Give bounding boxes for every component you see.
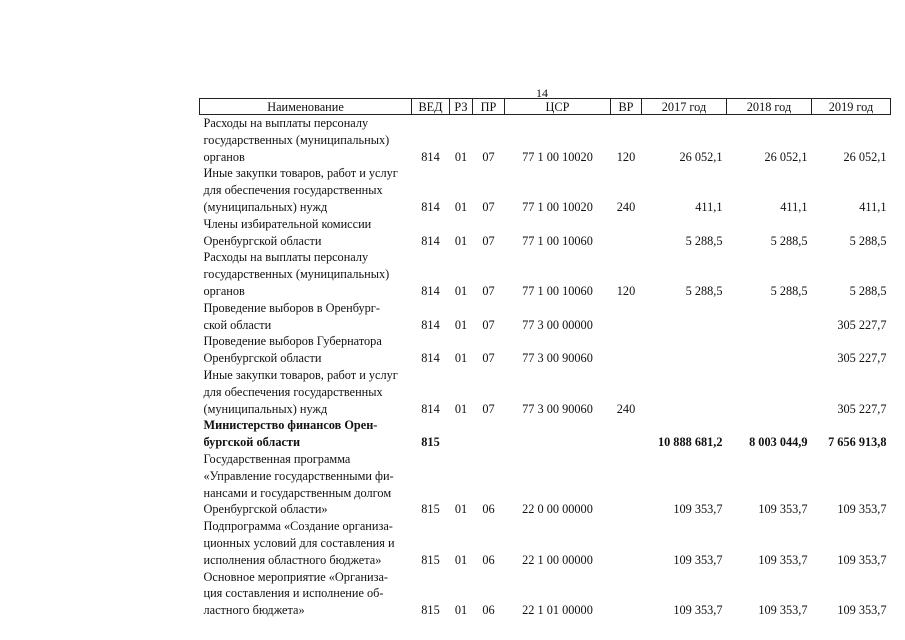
cell-ved: 814 xyxy=(421,199,440,214)
cell-vr xyxy=(611,216,642,250)
cell-csr: 77 1 00 10020 xyxy=(522,149,593,164)
name-line: Оренбургской области xyxy=(203,351,322,366)
name-line: Оренбургской области xyxy=(203,233,322,248)
cell-2019: 5 288,5 xyxy=(849,283,887,298)
cell-name xyxy=(200,569,412,619)
header-2018: 2018 год xyxy=(727,99,812,115)
name-line: (муниципальных) нужд xyxy=(203,199,328,214)
name-line: Проведение выборов Губернатора xyxy=(203,334,382,349)
cell-pr: 07 xyxy=(482,401,495,416)
table-row xyxy=(200,367,891,417)
cell-vr xyxy=(611,300,642,334)
cell-pr: 06 xyxy=(482,502,495,517)
cell-csr: 22 1 01 00000 xyxy=(522,603,593,618)
name-line: исполнения областного бюджета» xyxy=(203,552,382,567)
cell-pr xyxy=(473,417,505,451)
cell-name xyxy=(200,216,412,250)
cell-rz: 01 xyxy=(454,351,468,366)
table-row xyxy=(200,165,891,215)
cell-name xyxy=(200,165,412,215)
cell-rz: 01 xyxy=(454,401,468,416)
cell-pr: 06 xyxy=(482,552,495,567)
name-line: ция составления и исполнение об- xyxy=(203,586,384,601)
page-number: 14 xyxy=(536,86,548,100)
name-line: Министерство финансов Орен- xyxy=(203,418,378,433)
header-2017: 2017 год xyxy=(642,99,727,115)
cell-2019: 305 227,7 xyxy=(837,401,887,416)
cell-2018: 5 288,5 xyxy=(770,283,808,298)
cell-csr xyxy=(505,417,611,451)
cell-ved: 815 xyxy=(421,603,440,618)
cell-2017: 411,1 xyxy=(695,199,723,214)
table-row xyxy=(200,417,891,451)
cell-2017: 26 052,1 xyxy=(679,149,723,164)
name-line: ластного бюджета» xyxy=(203,603,305,618)
header-csr: ЦСР xyxy=(505,99,611,115)
cell-2017: 5 288,5 xyxy=(685,233,723,248)
cell-vr: 240 xyxy=(616,199,636,214)
name-line: бургской области xyxy=(203,435,301,450)
cell-rz: 01 xyxy=(454,603,468,618)
cell-2019: 109 353,7 xyxy=(837,552,887,567)
cell-2019: 109 353,7 xyxy=(837,502,887,517)
cell-csr: 77 3 00 90060 xyxy=(522,401,593,416)
name-line: для обеспечения государственных xyxy=(203,183,383,198)
name-line: Проведение выборов в Оренбург- xyxy=(203,300,380,315)
cell-pr: 07 xyxy=(482,199,495,214)
table-row xyxy=(200,333,891,367)
name-line: Иные закупки товаров, работ и услуг xyxy=(203,166,398,181)
cell-pr: 07 xyxy=(482,233,495,248)
cell-name xyxy=(200,249,412,299)
cell-name xyxy=(200,115,412,166)
name-line: Расходы на выплаты персоналу xyxy=(203,116,369,130)
cell-2017: 109 353,7 xyxy=(673,502,723,517)
cell-csr: 22 0 00 00000 xyxy=(522,502,593,517)
table-row xyxy=(200,216,891,250)
cell-csr: 77 1 00 10060 xyxy=(522,283,593,298)
cell-vr: 120 xyxy=(616,149,636,164)
cell-name xyxy=(200,300,412,334)
cell-2017: 5 288,5 xyxy=(685,283,723,298)
cell-2019: 5 288,5 xyxy=(849,233,887,248)
name-line: для обеспечения государственных xyxy=(203,384,383,399)
cell-rz xyxy=(450,417,473,451)
cell-pr: 07 xyxy=(482,317,495,332)
cell-pr: 07 xyxy=(482,351,495,366)
cell-ved: 814 xyxy=(421,283,440,298)
header-vr: ВР xyxy=(611,99,642,115)
cell-name xyxy=(200,451,412,518)
name-line: органов xyxy=(203,149,245,164)
cell-2019: 411,1 xyxy=(859,199,887,214)
cell-2017 xyxy=(642,367,727,417)
cell-2019: 7 656 913,8 xyxy=(828,435,887,450)
cell-pr: 06 xyxy=(482,603,495,618)
cell-name xyxy=(200,333,412,367)
cell-ved: 815 xyxy=(421,435,440,450)
cell-2017: 109 353,7 xyxy=(673,603,723,618)
name-line: (муниципальных) нужд xyxy=(203,401,328,416)
table-body xyxy=(200,115,891,619)
cell-2019: 109 353,7 xyxy=(837,603,887,618)
name-line: Члены избирательной комиссии xyxy=(203,216,372,231)
cell-2018: 109 353,7 xyxy=(758,502,808,517)
table-header xyxy=(200,99,891,115)
table-row xyxy=(200,451,891,518)
cell-vr: 240 xyxy=(616,401,636,416)
cell-rz: 01 xyxy=(454,317,468,332)
cell-2019: 305 227,7 xyxy=(837,317,887,332)
cell-csr: 77 1 00 10060 xyxy=(522,233,593,248)
cell-name xyxy=(200,518,412,568)
name-line: Государственная программа xyxy=(203,451,351,466)
name-line: Основное мероприятие «Организа- xyxy=(203,569,389,584)
cell-2018: 411,1 xyxy=(780,199,808,214)
cell-ved: 814 xyxy=(421,317,440,332)
table-row xyxy=(200,300,891,334)
cell-vr xyxy=(611,569,642,619)
name-line: ционных условий для составления и xyxy=(203,535,395,550)
table-row xyxy=(200,569,891,619)
cell-vr: 120 xyxy=(616,283,636,298)
name-line: Оренбургской области» xyxy=(203,502,328,517)
cell-pr: 07 xyxy=(482,283,495,298)
cell-2018 xyxy=(727,333,812,367)
cell-rz: 01 xyxy=(454,502,468,517)
cell-vr xyxy=(611,518,642,568)
cell-2019: 305 227,7 xyxy=(837,351,887,366)
cell-2018: 5 288,5 xyxy=(770,233,808,248)
cell-ved: 815 xyxy=(421,502,440,517)
cell-csr: 77 1 00 10020 xyxy=(522,199,593,214)
cell-ved: 814 xyxy=(421,233,440,248)
cell-vr xyxy=(611,451,642,518)
name-line: Иные закупки товаров, работ и услуг xyxy=(203,367,398,382)
cell-2017 xyxy=(642,333,727,367)
cell-2018: 109 353,7 xyxy=(758,603,808,618)
name-line: «Управление государственными фи- xyxy=(203,468,394,483)
cell-2017 xyxy=(642,300,727,334)
cell-2019: 26 052,1 xyxy=(843,149,887,164)
table-row xyxy=(200,115,891,166)
header-rz: РЗ xyxy=(450,99,473,115)
name-line: Расходы на выплаты персоналу xyxy=(203,250,369,265)
cell-ved: 814 xyxy=(421,149,440,164)
header-pr: ПР xyxy=(473,99,505,115)
table-row xyxy=(200,249,891,299)
cell-2018 xyxy=(727,300,812,334)
header-2019: 2019 год xyxy=(812,99,891,115)
cell-ved: 815 xyxy=(421,552,440,567)
cell-rz: 01 xyxy=(454,283,468,298)
cell-rz: 01 xyxy=(454,233,468,248)
budget-table xyxy=(199,98,891,619)
name-line: ской области xyxy=(203,317,272,332)
table-row xyxy=(200,518,891,568)
cell-pr: 07 xyxy=(482,149,495,164)
name-line: органов xyxy=(203,283,245,298)
cell-name xyxy=(200,367,412,417)
cell-rz: 01 xyxy=(454,149,468,164)
name-line: нансами и государственным долгом xyxy=(203,485,392,500)
cell-vr xyxy=(611,333,642,367)
name-line: Подпрограмма «Создание организа- xyxy=(203,519,393,534)
cell-2017: 10 888 681,2 xyxy=(657,435,723,450)
cell-2018: 26 052,1 xyxy=(764,149,808,164)
cell-2018 xyxy=(727,367,812,417)
cell-rz: 01 xyxy=(454,552,468,567)
cell-ved: 814 xyxy=(421,401,440,416)
cell-2018: 8 003 044,9 xyxy=(749,435,808,450)
cell-csr: 77 3 00 00000 xyxy=(522,317,593,332)
name-line: государственных (муниципальных) xyxy=(203,267,390,282)
cell-2017: 109 353,7 xyxy=(673,552,723,567)
cell-csr: 77 3 00 90060 xyxy=(522,351,593,366)
cell-ved: 814 xyxy=(421,351,440,366)
cell-vr xyxy=(611,417,642,451)
cell-2018: 109 353,7 xyxy=(758,552,808,567)
cell-csr: 22 1 00 00000 xyxy=(522,552,593,567)
name-line: государственных (муниципальных) xyxy=(203,132,390,147)
cell-rz: 01 xyxy=(454,199,468,214)
cell-name xyxy=(200,417,412,451)
header-name: Наименование xyxy=(200,99,412,115)
header-ved: ВЕД xyxy=(412,99,450,115)
